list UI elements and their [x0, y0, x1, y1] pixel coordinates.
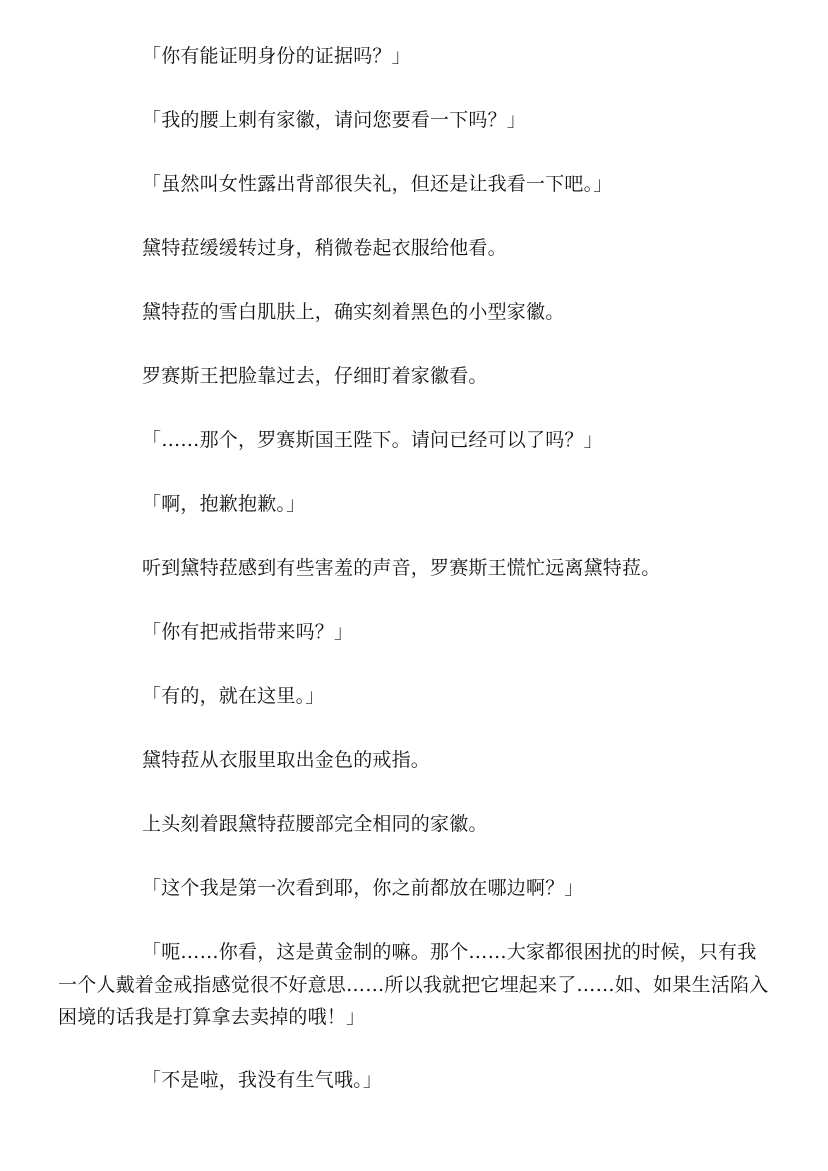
paragraph-3: 「虽然叫女性露出背部很失礼，但还是让我看一下吧。」 — [142, 173, 613, 195]
paragraph-4: 黛特菈缓缓转过身，稍微卷起衣服给他看。 — [142, 237, 507, 259]
paragraph-7: 「……那个，罗赛斯国王陛下。请问已经可以了吗？」 — [142, 429, 603, 451]
paragraph-8: 「啊，抱歉抱歉。」 — [142, 493, 306, 515]
paragraph-15: 「呃……你看，这是黄金制的嘛。那个……大家都很困扰的时候，只有我一个人戴着金戒指感觉很不好意思……所以我就把它埋起来了……如、如果生活陷入困境的话我是打算拿去卖掉的哦！」 — [58, 941, 769, 1028]
paragraph-9: 听到黛特菈感到有些害羞的声音，罗赛斯王慌忙远离黛特菈。 — [142, 557, 661, 579]
paragraph-5: 黛特菈的雪白肌肤上，确实刻着黑色的小型家徽。 — [142, 301, 565, 323]
paragraph-16: 「不是啦，我没有生气哦。」 — [142, 1069, 383, 1091]
paragraph-2: 「我的腰上刺有家徽，请问您要看一下吗？」 — [142, 109, 527, 131]
paragraph-6: 罗赛斯王把脸靠过去，仔细盯着家徽看。 — [142, 365, 488, 387]
paragraph-11: 「有的，就在这里。」 — [142, 685, 325, 707]
paragraph-1: 「你有能证明身份的证据吗？」 — [142, 45, 411, 67]
paragraph-12: 黛特菈从衣服里取出金色的戒指。 — [142, 749, 431, 771]
paragraph-14: 「这个我是第一次看到耶，你之前都放在哪边啊？」 — [142, 877, 584, 899]
paragraph-10: 「你有把戒指带来吗？」 — [142, 621, 354, 643]
paragraph-13: 上头刻着跟黛特菈腰部完全相同的家徽。 — [142, 813, 488, 835]
